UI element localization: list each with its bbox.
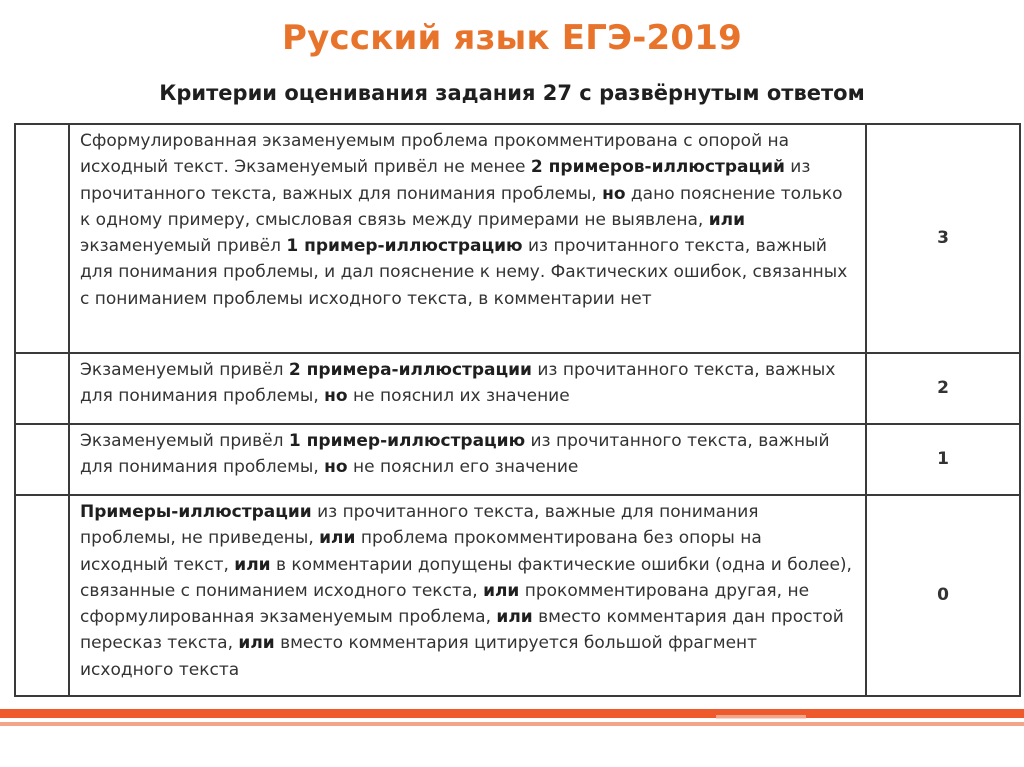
criteria-row [15,495,1020,696]
criteria-text-bold: 2 примеров-иллюстраций [530,157,785,178]
criteria-text [69,495,866,696]
criteria-text-bold: или [319,528,356,549]
score-cell: 1 [866,424,1020,495]
criteria-text-segment: вместо комментария цитируется большой фрагмент исходного текста [80,633,758,680]
footer-watermark-mark [716,715,806,719]
criteria-row [15,124,1020,353]
criteria-text-segment: прокомментирована другая, не сформулированная экзаменуемым проблема, [80,580,810,628]
slide-subtitle: Критерии оценивания задания 27 с развёрнутым ответом [159,81,865,105]
criteria-text-bold: но [324,386,348,407]
criteria-text-segment: дано пояснение только к одному примеру, смысловая связь между примерами не выявлена, [80,183,843,230]
criteria-text-segment: Экзаменуемый привёл [80,431,289,451]
row-index-cell [15,424,69,495]
criteria-text-bold: но [324,457,348,478]
criteria-text [69,353,866,424]
criteria-text-segment: в комментарии допущены фактические ошибки (одна и более), связанные с пониманием исходного текста, [80,554,852,601]
slide-title: Русский язык ЕГЭ-2019 [282,18,742,58]
criteria-row [15,424,1020,495]
criteria-text-segment: проблема прокомментирована без опоры на исходный текст, [80,528,762,575]
criteria-text-segment: Сформулированная экзаменуемым проблема прокомментирована с опорой на исходный текст. Экзаменуемый привёл не менее [80,131,790,178]
footer-thin-bar [0,722,1024,726]
criteria-text-segment: Экзаменуемый привёл [80,360,289,380]
criteria-text-segment: из прочитанного текста, важных для понимания проблемы, [80,157,811,204]
criteria-text-bold: или [238,633,275,654]
criteria-text-bold: 1 пример-иллюстрацию [286,236,523,257]
criteria-table [14,123,1021,697]
row-index-cell [15,353,69,424]
score-cell: 3 [866,124,1020,353]
row-index-cell [15,495,69,696]
criteria-text [69,124,866,353]
criteria-text-segment: вместо комментария дан простой пересказ текста, [80,607,844,654]
criteria-text-bold: или [234,554,271,575]
criteria-text-segment: из прочитанного текста, важные для понимания проблемы, не приведены, [80,502,759,549]
criteria-text-bold: 2 примера-иллюстрации [288,360,532,380]
score-cell: 2 [866,353,1020,424]
criteria-text-bold: Примеры-иллюстрации [80,502,312,522]
criteria-text-bold: 1 пример-иллюстрацию [288,431,526,451]
criteria-row [15,353,1020,424]
criteria-text-bold: или [496,607,533,628]
criteria-text-bold: или [483,580,520,601]
criteria-text-segment: не пояснил их значение [347,386,570,407]
criteria-text [69,424,866,495]
criteria-text-segment: из прочитанного текста, важный для понимания проблемы, и дал пояснение к нему. Фактических ошибок, связанных с пониманием проблемы исходного текста, в комментарии нет [80,236,848,309]
row-index-cell [15,124,69,353]
criteria-text-bold: но [602,183,626,204]
criteria-text-segment: из прочитанного текста, важный для понимания проблемы, [80,431,830,478]
criteria-text-bold: или [708,209,746,230]
criteria-text-segment: не пояснил его значение [347,457,579,478]
criteria-text-segment: из прочитанного текста, важных для понимания проблемы, [80,360,836,407]
footer-accent-bar [0,709,1024,718]
score-cell: 0 [866,495,1020,696]
criteria-text-segment: экзаменуемый привёл [80,236,287,257]
